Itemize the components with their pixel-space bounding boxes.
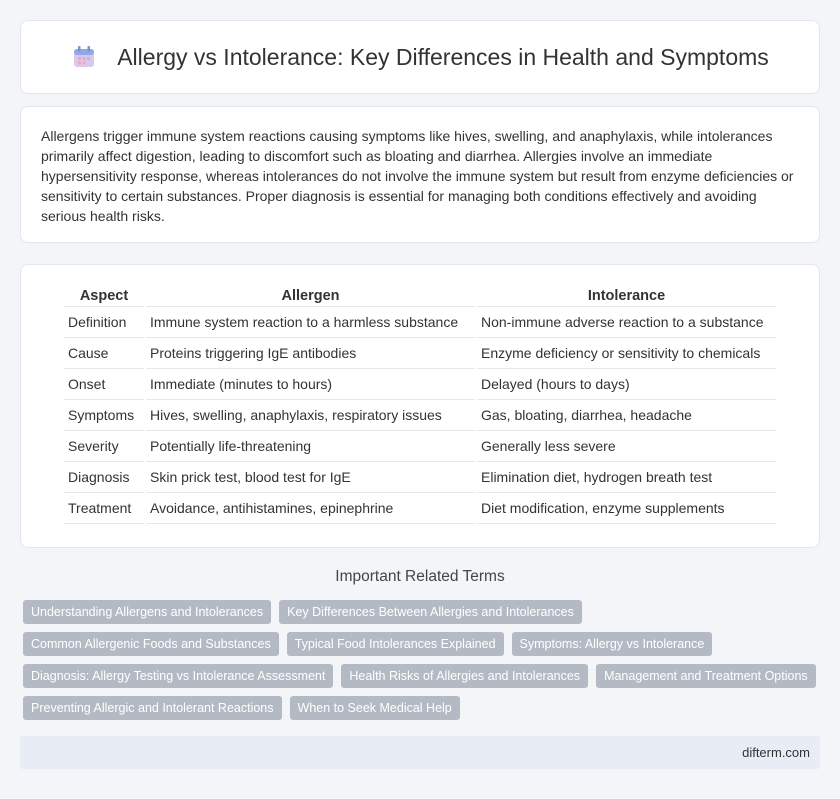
header-card [20, 20, 820, 94]
table-row [64, 307, 776, 338]
cell-intolerance: Delayed (hours to days) [477, 369, 776, 400]
comparison-table-card [20, 264, 820, 548]
related-term-tag[interactable]: Typical Food Intolerances Explained [287, 632, 504, 656]
comparison-table [62, 287, 778, 524]
cell-intolerance: Non-immune adverse reaction to a substance [477, 307, 776, 338]
related-term-tag[interactable]: Understanding Allergens and Intolerances [23, 600, 271, 624]
header-allergen: Allergen [146, 287, 475, 307]
related-term-tag[interactable]: Management and Treatment Options [596, 664, 816, 688]
table-row [64, 338, 776, 369]
table-row [64, 431, 776, 462]
table-row [64, 462, 776, 493]
cell-intolerance: Diet modification, enzyme supplements [477, 493, 776, 524]
table-header-row [64, 287, 776, 307]
cell-aspect: Diagnosis [64, 462, 144, 493]
table-row [64, 369, 776, 400]
related-terms-title: Important Related Terms [335, 568, 505, 585]
cell-aspect: Definition [64, 307, 144, 338]
intro-text: Allergens trigger immune system reactions causing symptoms like hives, swelling, and anaphylaxis, while intolerances primarily affect digestion, leading to discomfort such as bloating and diarrhea. Allergies involve an immediate hypersensitivity response, whereas intolerances do not involve the immune system but result from enzyme deficiencies or sensitivity to certain substances. Proper diagnosis is essential for managing both conditions effectively and avoiding serious health risks. [41, 128, 794, 224]
related-term-tag[interactable]: When to Seek Medical Help [290, 696, 460, 720]
related-term-tag[interactable]: Preventing Allergic and Intolerant Reactions [23, 696, 282, 720]
cell-aspect: Severity [64, 431, 144, 462]
cell-allergen: Potentially life-threatening [146, 431, 475, 462]
related-terms-list [23, 600, 823, 720]
page-title: Allergy vs Intolerance: Key Differences in Health and Symptoms [117, 43, 769, 70]
cell-aspect: Cause [64, 338, 144, 369]
related-term-tag[interactable]: Key Differences Between Allergies and Intolerances [279, 600, 582, 624]
cell-intolerance: Generally less severe [477, 431, 776, 462]
intro-card [20, 106, 820, 243]
related-term-tag[interactable]: Health Risks of Allergies and Intolerances [341, 664, 588, 688]
related-term-tag[interactable]: Symptoms: Allergy vs Intolerance [512, 632, 713, 656]
table-row [64, 400, 776, 431]
footer [20, 736, 820, 769]
cell-allergen: Avoidance, antihistamines, epinephrine [146, 493, 475, 524]
related-term-tag[interactable]: Diagnosis: Allergy Testing vs Intolerance Assessment [23, 664, 333, 688]
cell-intolerance: Gas, bloating, diarrhea, headache [477, 400, 776, 431]
footer-site[interactable]: difterm.com [742, 745, 810, 760]
table-row [64, 493, 776, 524]
cell-allergen: Hives, swelling, anaphylaxis, respiratory issues [146, 400, 475, 431]
cell-intolerance: Enzyme deficiency or sensitivity to chemicals [477, 338, 776, 369]
cell-allergen: Immediate (minutes to hours) [146, 369, 475, 400]
cell-intolerance: Elimination diet, hydrogen breath test [477, 462, 776, 493]
related-term-tag[interactable]: Common Allergenic Foods and Substances [23, 632, 279, 656]
cell-allergen: Skin prick test, blood test for IgE [146, 462, 475, 493]
calendar-icon [71, 44, 97, 70]
cell-aspect: Onset [64, 369, 144, 400]
cell-aspect: Symptoms [64, 400, 144, 431]
cell-allergen: Proteins triggering IgE antibodies [146, 338, 475, 369]
header-intolerance: Intolerance [477, 287, 776, 307]
cell-allergen: Immune system reaction to a harmless substance [146, 307, 475, 338]
header-aspect: Aspect [64, 287, 144, 307]
cell-aspect: Treatment [64, 493, 144, 524]
